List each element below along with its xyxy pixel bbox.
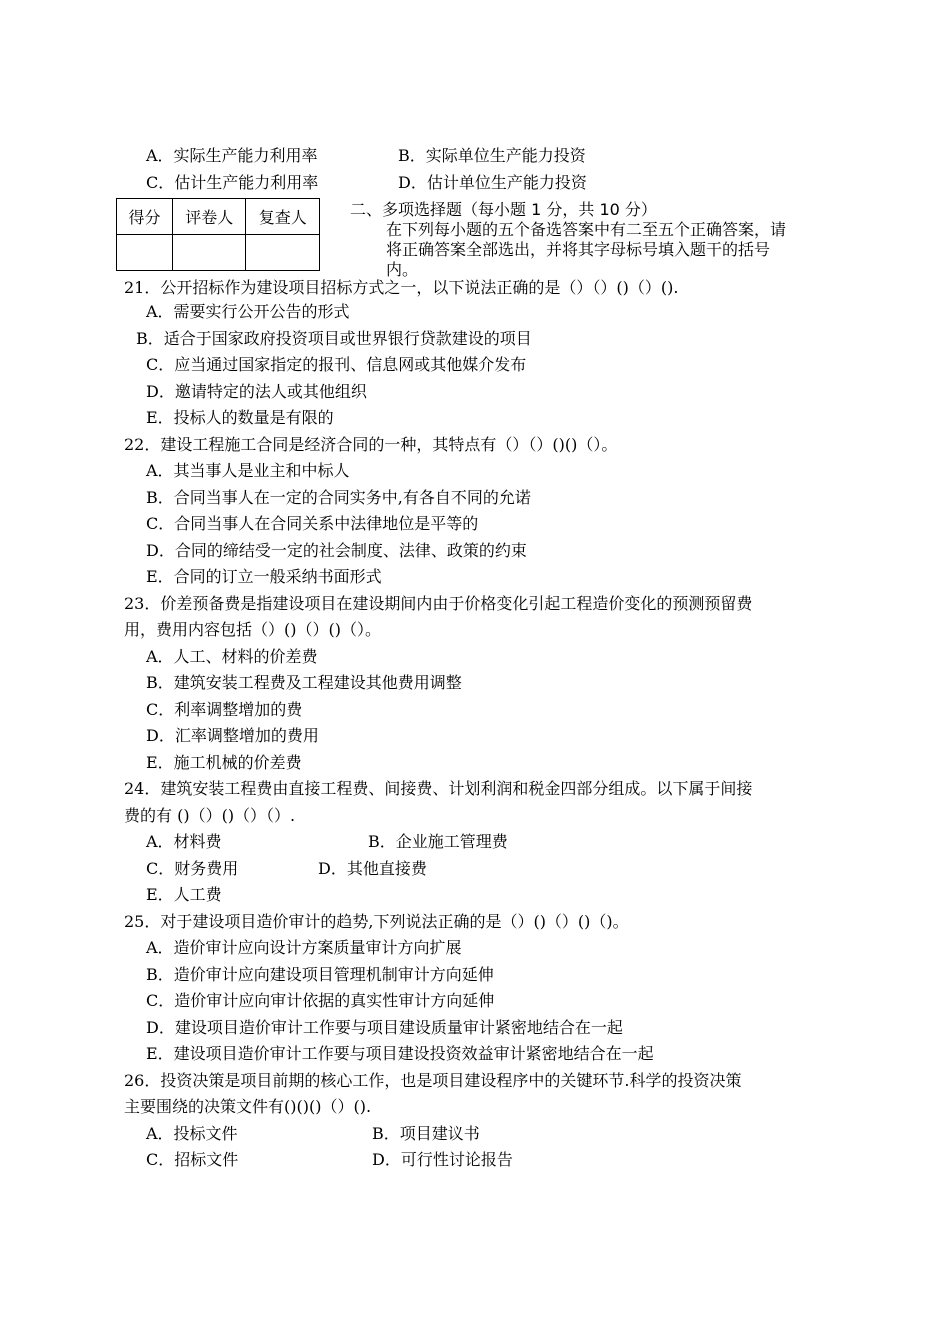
- section-heading: 二、多项选择题（每小题 1 分，共 10 分）: [350, 200, 657, 219]
- question-26-stem-line2: 主要围绕的决策文件有()()()（）().: [124, 1097, 372, 1116]
- question-26-stem-line1: 26．投资决策是项目前期的核心工作，也是项目建设程序中的关键环节.科学的投资决策: [124, 1071, 742, 1090]
- question-25-stem: 25．对于建设项目造价审计的趋势,下列说法正确的是（）()（）()（)。: [124, 912, 629, 931]
- score-table: [116, 198, 320, 271]
- q21-option-a: A．需要实行公开公告的形式: [146, 302, 350, 321]
- q25-option-d: D．建设项目造价审计工作要与项目建设质量审计紧密地结合在一起: [146, 1018, 623, 1037]
- option-c: C．估计生产能力利用率: [146, 173, 319, 192]
- q23-option-e: E．施工机械的价差费: [146, 753, 302, 772]
- option-b: B．实际单位生产能力投资: [398, 146, 586, 165]
- q26-option-c: C．招标文件: [146, 1150, 239, 1169]
- question-21-stem: 21．公开招标作为建设项目招标方式之一，以下说法正确的是（）（）()（）().: [124, 278, 679, 297]
- q24-option-b: B．企业施工管理费: [368, 832, 508, 851]
- q24-option-d: D．其他直接费: [318, 859, 427, 878]
- q25-option-b: B．造价审计应向建设项目管理机制审计方向延伸: [146, 965, 494, 984]
- q26-option-b: B．项目建议书: [372, 1124, 480, 1143]
- q23-option-c: C．利率调整增加的费: [146, 700, 303, 719]
- q21-option-d: D．邀请特定的法人或其他组织: [146, 382, 367, 401]
- question-23-stem-line2: 用，费用内容包括（）()（）()（）。: [124, 620, 381, 639]
- reviewer-cell[interactable]: [246, 235, 320, 271]
- q21-option-c: C．应当通过国家指定的报刊、信息网或其他媒介发布: [146, 355, 527, 374]
- q24-option-e: E．人工费: [146, 885, 222, 904]
- q22-option-c: C．合同当事人在合同关系中法律地位是平等的: [146, 514, 479, 533]
- score-header: 得分: [117, 199, 173, 235]
- q21-option-b: B．适合于国家政府投资项目或世界银行贷款建设的项目: [136, 329, 532, 348]
- q22-option-e: E．合同的订立一般采纳书面形式: [146, 567, 382, 586]
- option-d: D．估计单位生产能力投资: [398, 173, 587, 192]
- question-23-stem-line1: 23．价差预备费是指建设项目在建设期间内由于价格变化引起工程造价变化的预测预留费: [124, 594, 753, 613]
- q23-option-d: D．汇率调整增加的费用: [146, 726, 319, 745]
- reviewer-header: 复查人: [246, 199, 320, 235]
- q25-option-a: A．造价审计应向设计方案质量审计方向扩展: [146, 938, 462, 957]
- q22-option-a: A．其当事人是业主和中标人: [146, 461, 350, 480]
- question-22-stem: 22．建设工程施工合同是经济合同的一种，其特点有（）（）()()（）。: [124, 435, 618, 454]
- option-a: A．实际生产能力利用率: [146, 146, 318, 165]
- q23-option-b: B．建筑安装工程费及工程建设其他费用调整: [146, 673, 462, 692]
- score-cell[interactable]: [117, 235, 173, 271]
- question-24-stem-line2: 费的有 ()（）()（）（）.: [124, 806, 296, 825]
- q26-option-a: A．投标文件: [146, 1124, 238, 1143]
- q22-option-b: B．合同当事人在一定的合同实务中,有各自不同的允诺: [146, 488, 531, 507]
- section-instruction: 在下列每小题的五个备选答案中有二至五个正确答案，请将正确答案全部选出，并将其字母标号填入题干的括号内。: [386, 220, 787, 279]
- q26-option-d: D．可行性讨论报告: [372, 1150, 513, 1169]
- q22-option-d: D．合同的缔结受一定的社会制度、法律、政策的约束: [146, 541, 527, 560]
- q23-option-a: A．人工、材料的价差费: [146, 647, 318, 666]
- q25-option-e: E．建设项目造价审计工作要与项目建设投资效益审计紧密地结合在一起: [146, 1044, 654, 1063]
- q24-option-c: C．财务费用: [146, 859, 239, 878]
- q25-option-c: C．造价审计应向审计依据的真实性审计方向延伸: [146, 991, 495, 1010]
- q24-option-a: A．材料费: [146, 832, 222, 851]
- question-24-stem-line1: 24．建筑安装工程费由直接工程费、间接费、计划利润和税金四部分组成。以下属于间接: [124, 779, 753, 798]
- grader-header: 评卷人: [172, 199, 246, 235]
- grader-cell[interactable]: [172, 235, 246, 271]
- q21-option-e: E．投标人的数量是有限的: [146, 408, 334, 427]
